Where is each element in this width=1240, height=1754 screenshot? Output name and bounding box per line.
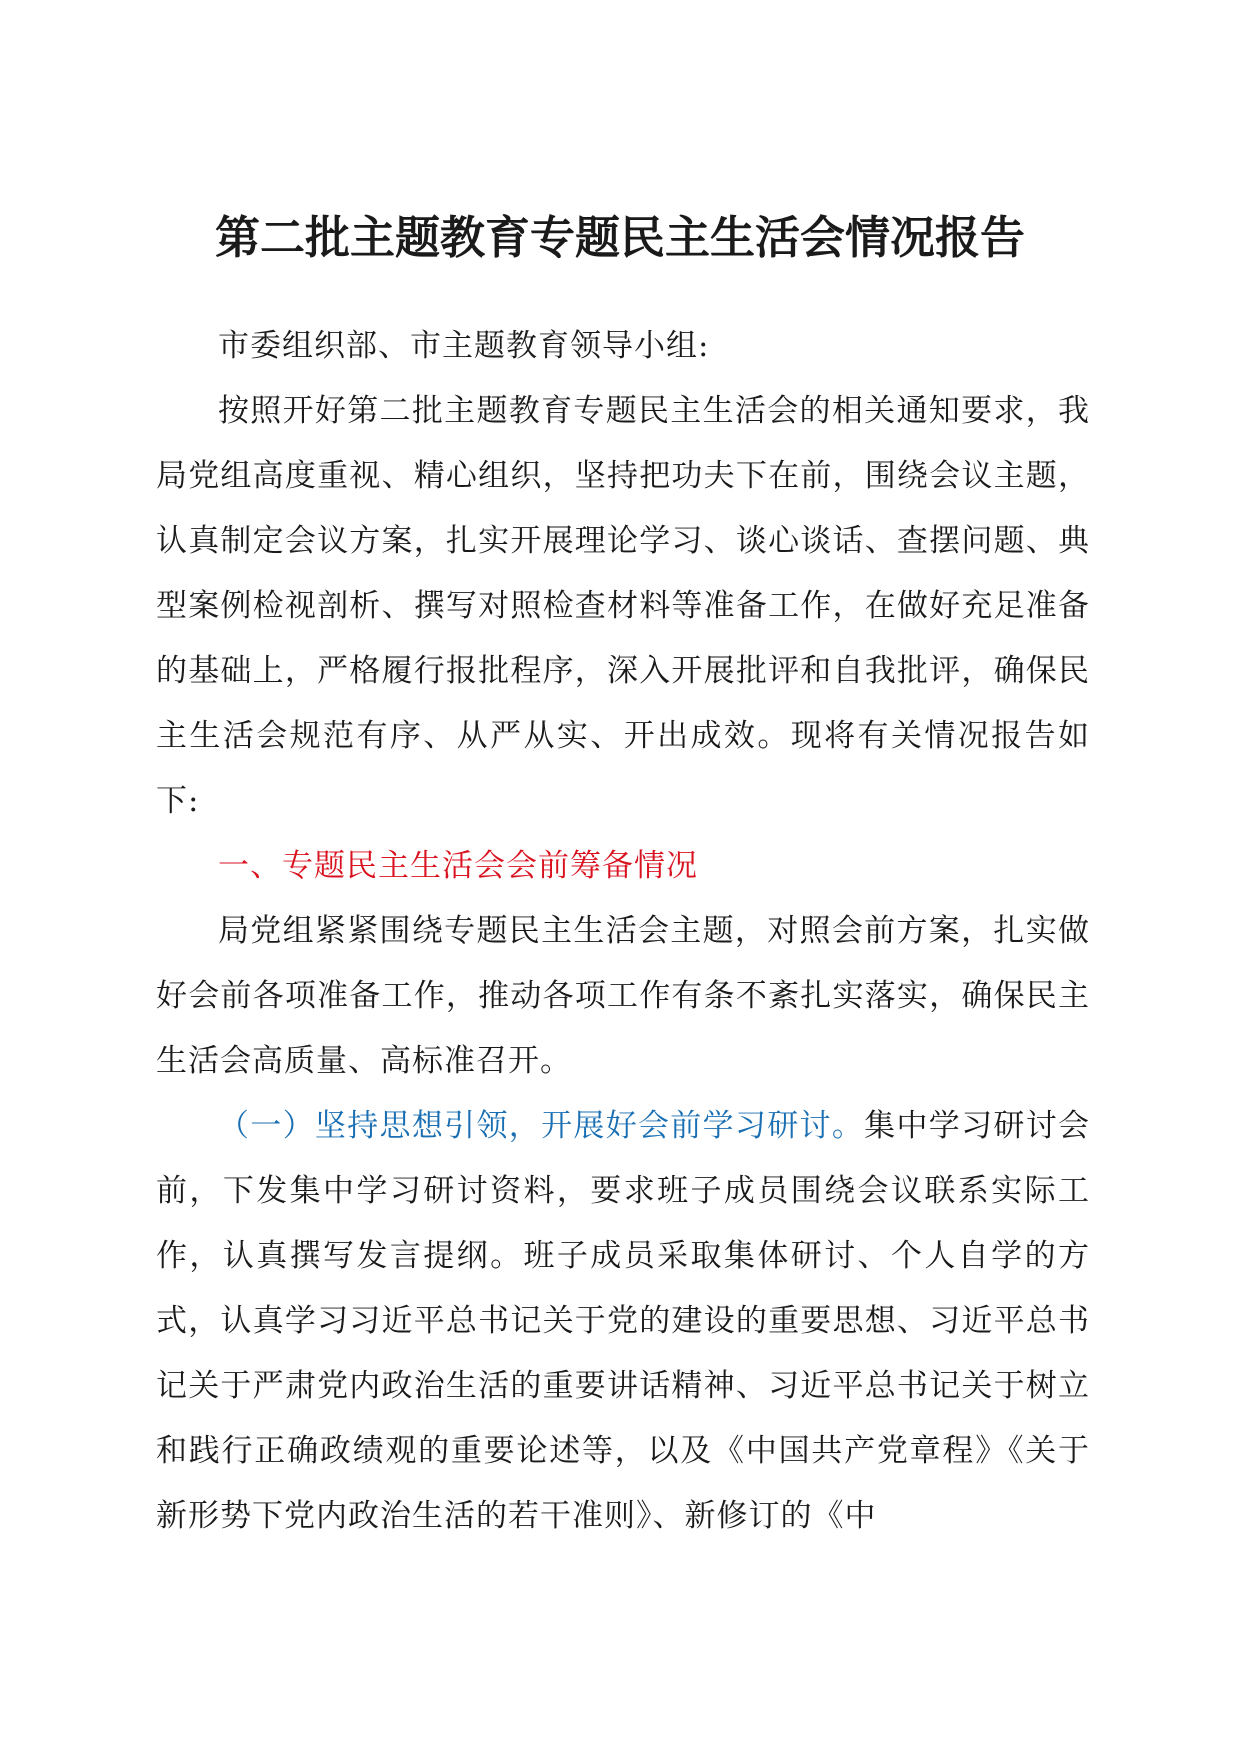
subsection-1-paragraph [156, 1094, 1090, 1549]
document-title: 第二批主题教育专题民主生活会情况报告 [214, 211, 1025, 264]
document-body [156, 314, 1090, 1549]
section-1-heading: 一、专题民主生活会会前筹备情况 [218, 848, 698, 884]
section-1-paragraph: 局党组紧紧围绕专题民主生活会主题，对照会前方案，扎实做好会前各项准备工作，推动各项工作有条不紊扎实落实，确保民主生活会高质量、高标准召开。 [156, 913, 1090, 1079]
subsection-1-text: 集中学习研讨会前，下发集中学习研讨资料，要求班子成员围绕会议联系实际工作，认真撰写发言提纲。班子成员采取集体研讨、个人自学的方式，认真学习习近平总书记关于党的建设的重要思想、习近平总书记关于严肃党内政治生活的重要讲话精神、习近平总书记关于树立和践行正确政绩观的重要论述等，以及《中国共产党章程》《关于新形势下党内政治生活的若干准则》、新修订的《中 [156, 1108, 1091, 1534]
intro-paragraph: 按照开好第二批主题教育专题民主生活会的相关通知要求，我局党组高度重视、精心组织，坚持把功夫下在前，围绕会议主题，认真制定会议方案，扎实开展理论学习、谈心谈话、查摆问题、典型案例检视剖析、撰写对照检查材料等准备工作，在做好充足准备的基础上，严格履行报批程序，深入开展批评和自我批评，确保民主生活会规范有序、从严从实、开出成效。现将有关情况报告如下: [156, 393, 1090, 819]
salutation: 市委组织部、市主题教育领导小组: [218, 328, 710, 364]
subsection-1-heading: （一）坚持思想引领，开展好会前学习研讨。 [218, 1108, 865, 1144]
